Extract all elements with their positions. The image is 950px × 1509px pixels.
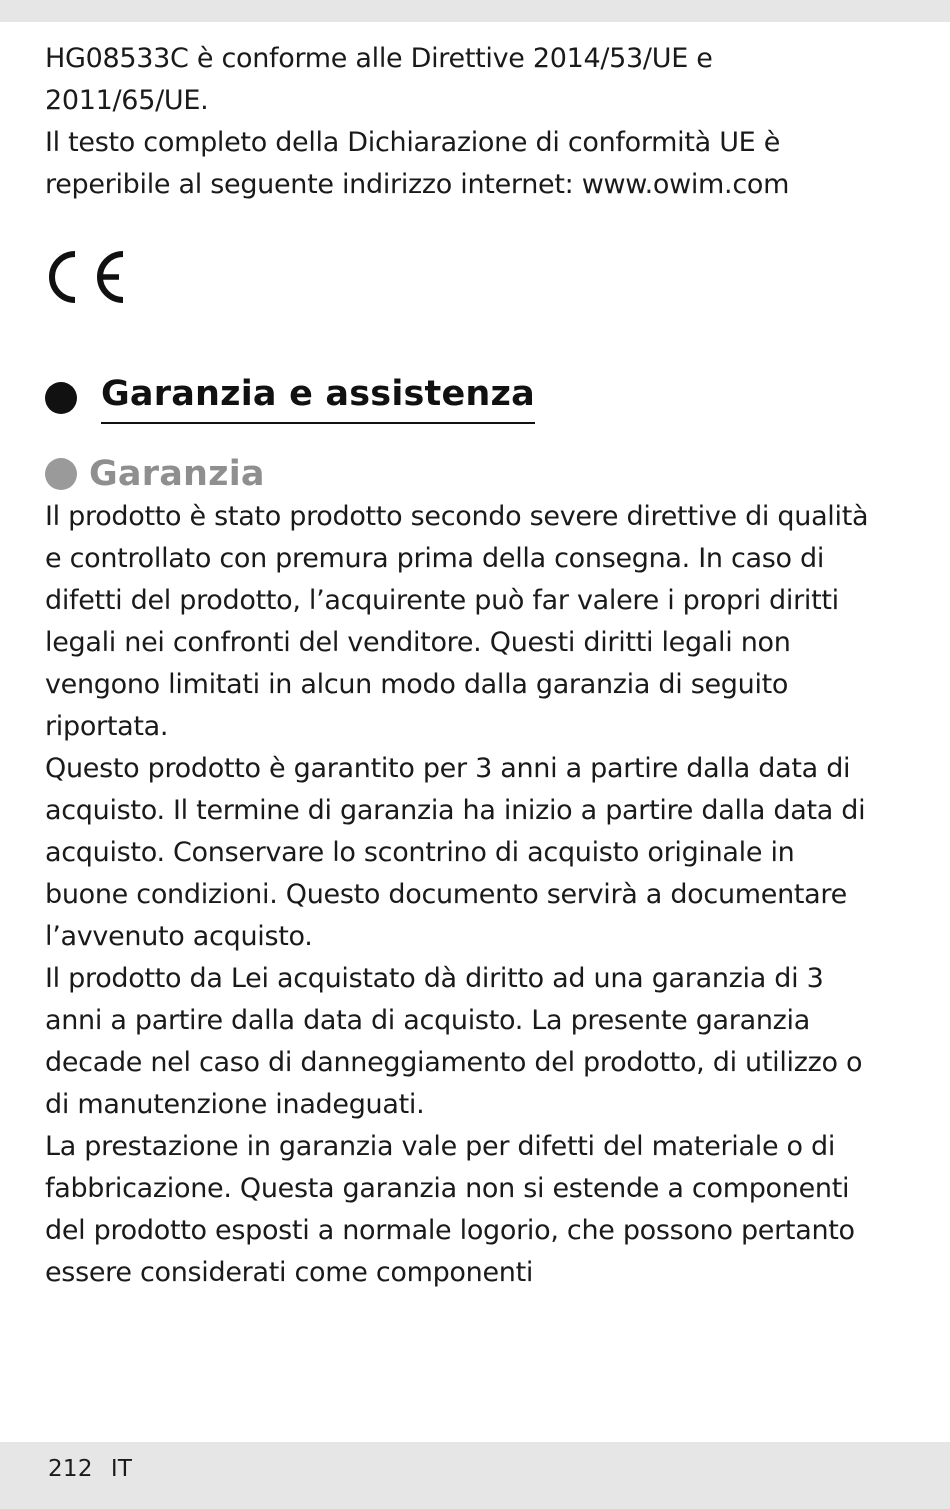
subsection-title: Garanzia (89, 454, 265, 494)
footer-band (0, 1442, 950, 1509)
warranty-paragraph: La prestazione in garanzia vale per difetti del materiale o di fabbricazione. Questa garanzia non si estende a componenti del prodotto esposti a normale logorio, che possono pertanto essere considerati come componenti (45, 1131, 855, 1288)
section-heading (45, 372, 875, 424)
warranty-paragraph: Questo prodotto è garantito per 3 anni a partire dalla data di acquisto. Il termine di garanzia ha inizio a partire dalla data di acquisto. Conservare lo scontrino di acquisto originale in buone condizioni. Questo documento servirà a documentare l’avvenuto acquisto. (45, 753, 866, 952)
page-content (45, 38, 875, 1294)
black-bullet-icon (45, 382, 77, 414)
subsection-heading (45, 452, 875, 496)
top-band (0, 0, 950, 22)
page-footer (48, 1456, 132, 1482)
ce-mark-icon (45, 248, 127, 306)
page-number: 212 (48, 1456, 93, 1482)
section-title: Garanzia e assistenza (101, 372, 535, 424)
language-code: IT (110, 1456, 133, 1482)
warranty-paragraph: Il prodotto da Lei acquistato dà diritto ad una garanzia di 3 anni a partire dalla data di acquisto. La presente garanzia decade nel caso di danneggiamento del prodotto, di utilizzo o di manutenzione inadeguati. (45, 963, 863, 1120)
conformity-text: HG08533C è conforme alle Direttive 2014/53/UE e 2011/65/UE. (45, 43, 713, 116)
declaration-text: Il testo completo della Dichiarazione di conformità UE è reperibile al seguente indirizzo internet: www.owim.com (45, 127, 790, 200)
grey-bullet-icon (45, 458, 77, 490)
warranty-paragraph: Il prodotto è stato prodotto secondo severe direttive di qualità e controllato con premura prima della consegna. In caso di difetti del prodotto, l’acquirente può far valere i propri diritti legali nei confronti del venditore. Questi diritti legali non vengono limitati in alcun modo dalla garanzia di seguito riportata. (45, 501, 869, 742)
